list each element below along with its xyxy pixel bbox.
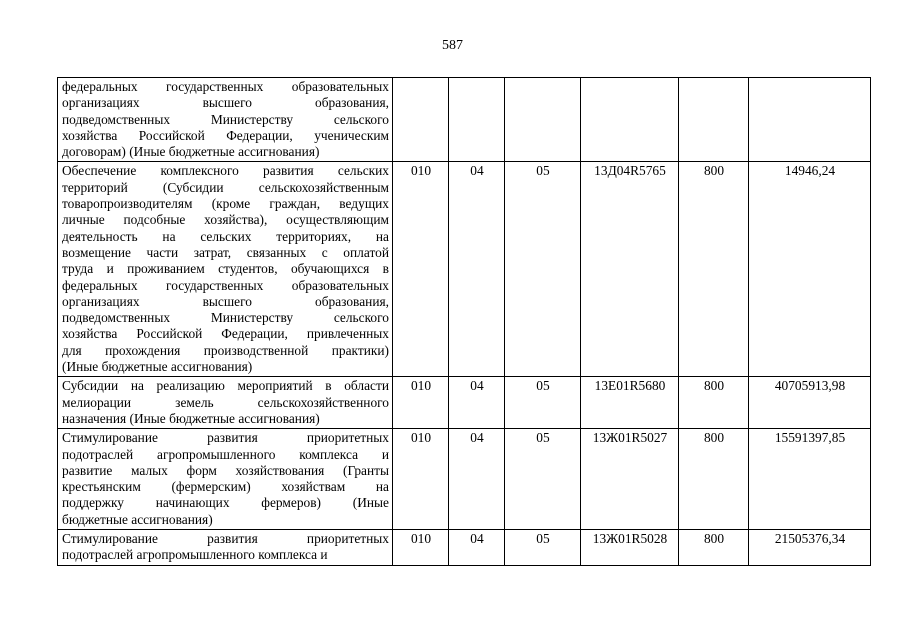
table-row <box>58 429 871 530</box>
description-line: развитие малых форм хозяйствования (Гранты <box>62 462 389 478</box>
page-number: 587 <box>442 38 463 53</box>
ministry-code-cell: 010 <box>393 377 449 429</box>
description-line: для прохождения производственной практики) <box>62 342 389 358</box>
row-description <box>58 162 393 377</box>
section-code-cell: 04 <box>449 162 505 377</box>
description-line: федеральных государственных образовательных <box>62 277 389 293</box>
ministry-code-cell: 010 <box>393 162 449 377</box>
subsection-code-cell: 05 <box>505 429 581 530</box>
description-line: личные подсобные хозяйства), осуществляющим <box>62 212 389 228</box>
description-line: Субсидии на реализацию мероприятий в области <box>62 378 389 394</box>
table-row <box>58 530 871 566</box>
subsection-code-cell: 05 <box>505 377 581 429</box>
description-line: Обеспечение комплексного развития сельских <box>62 163 389 179</box>
ministry-code-cell: 010 <box>393 429 449 530</box>
description-line: подотраслей агропромышленного комплекса и <box>62 446 389 462</box>
description-line: организациях высшего образования, <box>62 95 389 111</box>
ministry-code-cell <box>393 78 449 162</box>
description-line: товаропроизводителям (кроме граждан, ведущих <box>62 196 389 212</box>
expense-type-cell: 800 <box>679 377 749 429</box>
description-line: организациях высшего образования, <box>62 293 389 309</box>
expense-type-cell: 800 <box>679 429 749 530</box>
description-line: Стимулирование развития приоритетных <box>62 430 389 446</box>
amount-cell <box>749 78 871 162</box>
section-code-cell <box>449 78 505 162</box>
subsection-code-cell: 05 <box>505 530 581 566</box>
description-line: мелиорации земель сельскохозяйственного <box>62 394 389 410</box>
description-line: подотраслей агропромышленного комплекса и <box>62 547 328 563</box>
description-line: (Иные бюджетные ассигнования) <box>62 359 253 375</box>
description-line: подведомственных Министерству сельского <box>62 310 389 326</box>
section-code-cell: 04 <box>449 530 505 566</box>
table-row <box>58 78 871 162</box>
subsection-code-cell <box>505 78 581 162</box>
description-line: федеральных государственных образовательных <box>62 79 389 94</box>
row-description <box>58 530 393 566</box>
description-line: Стимулирование развития приоритетных <box>62 531 389 547</box>
description-line: территорий (Субсидии сельскохозяйственным <box>62 179 389 195</box>
description-line: назначения (Иные бюджетные ассигнования) <box>62 410 320 426</box>
row-description <box>58 377 393 429</box>
description-line: труда и проживанием студентов, обучающихся в <box>62 261 389 277</box>
row-description <box>58 78 393 162</box>
amount-cell: 21505376,34 <box>749 530 871 566</box>
amount-cell: 40705913,98 <box>749 377 871 429</box>
amount-cell: 15591397,85 <box>749 429 871 530</box>
ministry-code-cell: 010 <box>393 530 449 566</box>
section-code-cell: 04 <box>449 377 505 429</box>
target-article-cell: 13Ж01R5028 <box>581 530 679 566</box>
amount-cell: 14946,24 <box>749 162 871 377</box>
row-description <box>58 429 393 530</box>
target-article-cell: 13Д04R5765 <box>581 162 679 377</box>
description-line: поддержку начинающих фермеров) (Иные <box>62 495 389 511</box>
target-article-cell: 13Е01R5680 <box>581 377 679 429</box>
expense-type-cell <box>679 78 749 162</box>
section-code-cell: 04 <box>449 429 505 530</box>
description-line: деятельность на сельских территориях, на <box>62 228 389 244</box>
description-line: бюджетные ассигнования) <box>62 511 213 527</box>
table-row <box>58 162 871 377</box>
expense-type-cell: 800 <box>679 530 749 566</box>
target-article-cell <box>581 78 679 162</box>
description-line: подведомственных Министерству сельского <box>62 111 389 127</box>
budget-table <box>57 77 871 566</box>
expense-type-cell: 800 <box>679 162 749 377</box>
description-line: хозяйства Российской Федерации, ученическим <box>62 127 389 143</box>
description-line: договорам) (Иные бюджетные ассигнования) <box>62 144 320 160</box>
table-row <box>58 377 871 429</box>
subsection-code-cell: 05 <box>505 162 581 377</box>
description-line: крестьянским (фермерским) хозяйствам на <box>62 479 389 495</box>
target-article-cell: 13Ж01R5027 <box>581 429 679 530</box>
description-line: хозяйства Российской Федерации, привлеченных <box>62 326 389 342</box>
description-line: возмещение части затрат, связанных с оплатой <box>62 244 389 260</box>
